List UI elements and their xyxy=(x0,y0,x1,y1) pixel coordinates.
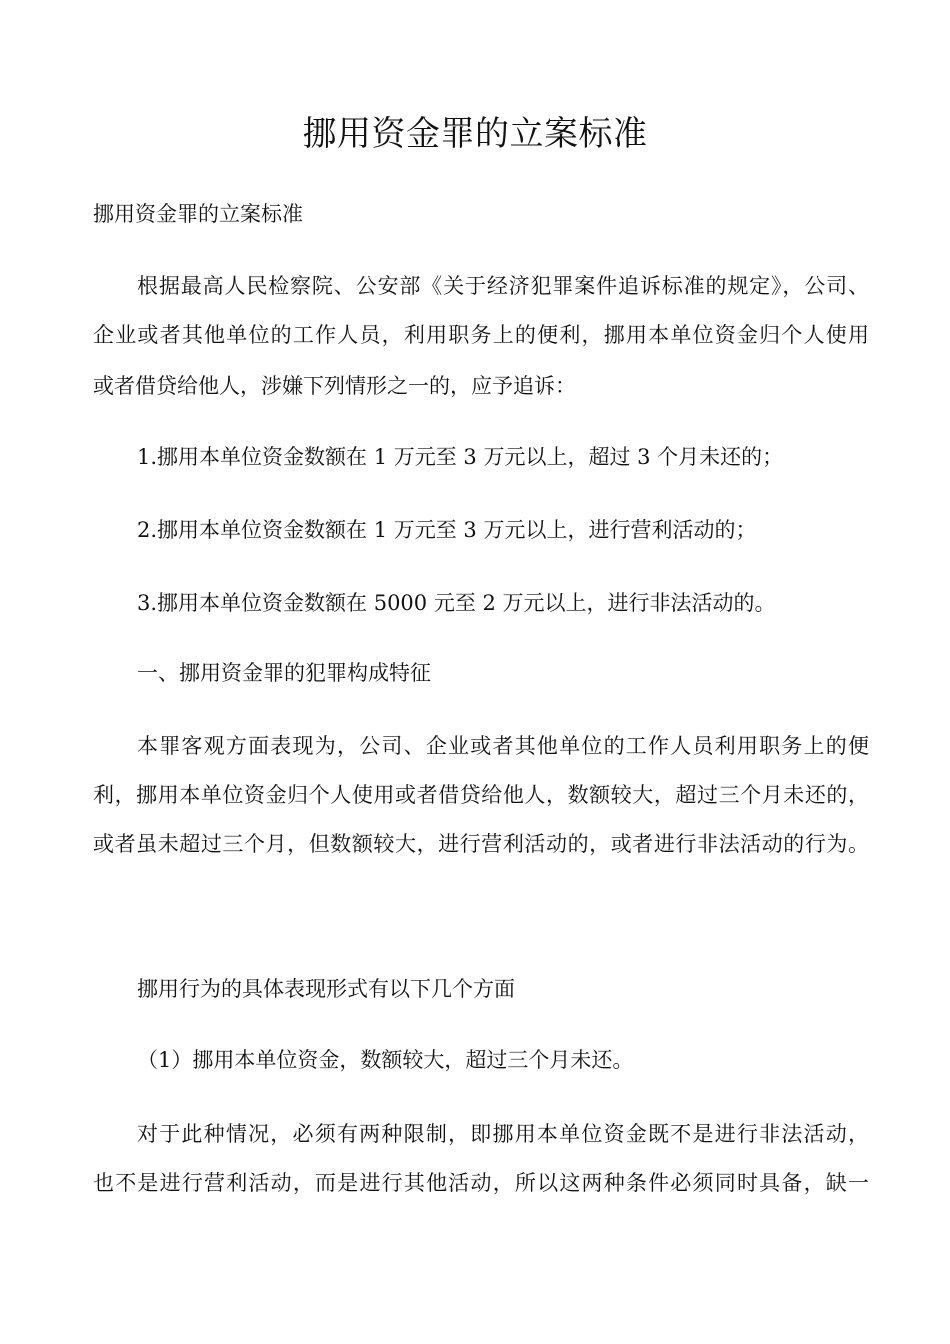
section1-paragraph-line-2 xyxy=(93,779,869,811)
section1-line-1-text: 本罪客观方面表现为，公司、企业或者其他单位的工作人员利用职务上的便 xyxy=(137,734,869,758)
section1-line-3-text: 或者虽未超过三个月，但数额较大，进行营利活动的，或者进行非法活动的行为。 xyxy=(93,832,869,856)
list-item-3: 3.挪用本单位资金数额在 5000 元至 2 万元以上，进行非法活动的。 xyxy=(137,591,776,615)
list-item-1: 1.挪用本单位资金数额在 1 万元至 3 万元以上，超过 3 个月未还的； xyxy=(137,445,784,469)
form1-line-1-text: 对于此种情况，必须有两种限制，即挪用本单位资金既不是进行非法活动， xyxy=(137,1122,869,1146)
section1-paragraph-line-3 xyxy=(93,828,869,860)
section1-line-2-text: 利，挪用本单位资金归个人使用或者借贷给他人，数额较大，超过三个月未还的， xyxy=(93,783,869,807)
intro-paragraph-line-2 xyxy=(93,319,869,351)
form1-paragraph-line-1 xyxy=(137,1118,869,1150)
intro-paragraph-line-3: 或者借贷给他人，涉嫌下列情形之一的，应予追诉： xyxy=(93,374,576,398)
intro-line-1-text: 根据最高人民检察院、公安部《关于经济犯罪案件追诉标准的规定》，公司、 xyxy=(137,274,869,298)
document-subtitle: 挪用资金罪的立案标准 xyxy=(93,202,303,226)
list-item-2: 2.挪用本单位资金数额在 1 万元至 3 万元以上，进行营利活动的； xyxy=(137,518,757,542)
section1-paragraph-line-1 xyxy=(137,730,869,762)
form-item-1: （1）挪用本单位资金，数额较大，超过三个月未还。 xyxy=(137,1048,634,1072)
form1-line-2-text: 也不是进行营利活动，而是进行其他活动，所以这两种条件必须同时具备，缺一 xyxy=(93,1171,869,1195)
intro-line-2-text: 企业或者其他单位的工作人员，利用职务上的便利，挪用本单位资金归个人使用 xyxy=(93,323,869,347)
section-heading-1: 一、挪用资金罪的犯罪构成特征 xyxy=(137,661,431,685)
form1-paragraph-line-2 xyxy=(93,1167,869,1199)
forms-heading: 挪用行为的具体表现形式有以下几个方面 xyxy=(137,977,515,1001)
document-title: 挪用资金罪的立案标准 xyxy=(302,114,648,154)
intro-paragraph-line-1 xyxy=(137,270,869,302)
